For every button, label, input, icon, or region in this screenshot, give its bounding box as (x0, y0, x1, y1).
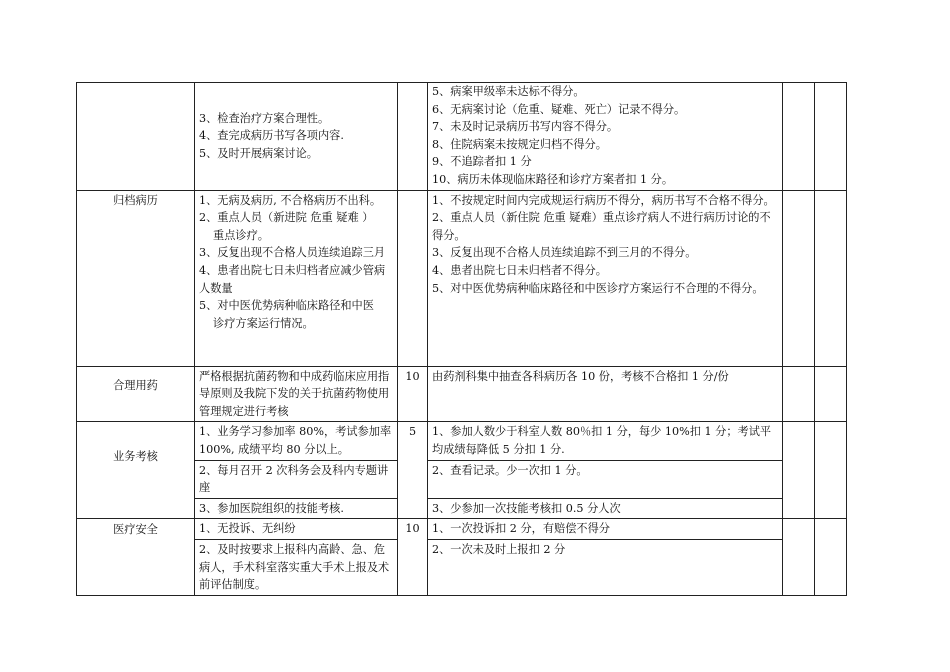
standard-cell (195, 366, 398, 422)
scoring-text: 2、查看记录。少一次扣 1 分。 (432, 463, 588, 477)
scoring-text: 1、参加人数少于科室人数 80％扣 1 分，每少 10%扣 1 分；考试平均成绩每降低 5 分扣 1 分. (432, 425, 772, 456)
scoring-line: 9、不追踪者扣 1 分 (432, 155, 532, 169)
standard-cell (195, 498, 398, 519)
standard-text: 1、业务学习参加率 80%，考试参加率 100%, 成绩平均 80 分以上。 (199, 425, 392, 456)
scoring-line: 10、病历未体现临床路径和诊疗方案者扣 1 分。 (432, 172, 674, 186)
standard-line: 3、反复出现不合格人员连续追踪三月 (199, 246, 386, 260)
assessment-table (76, 82, 847, 596)
standard-line: 5、及时开展病案讨论。 (199, 147, 318, 161)
extra-cell (783, 519, 815, 596)
standard-text: 3、参加医院组织的技能考核. (199, 501, 344, 515)
extra-cell (815, 366, 847, 422)
standard-text: 2、及时按要求上报科内高龄、急、危病人，手术科室落实重大手术上报及术前评估制度。 (199, 542, 390, 592)
scoring-cell (428, 422, 783, 460)
scoring-line: 3、反复出现不合格人员连续追踪不到三月的不得分。 (432, 246, 697, 260)
scoring-line: 7、未及时记录病历书写内容不得分。 (432, 120, 619, 134)
standard-cell (195, 422, 398, 460)
scoring-cell (428, 539, 783, 595)
standard-line: 5、对中医优势病种临床路径和中医 (199, 299, 374, 313)
extra-cell (815, 519, 847, 596)
standard-line: 4、查完成病历书写各项内容. (199, 129, 344, 143)
standard-line: 4、患者出院七日未归档者应减少管病人数量 (199, 263, 386, 295)
standard-text: 严格根据抗菌药物和中成药临床应用指导原则及我院下发的关于抗菌药物使用管理规定进行考核 (199, 369, 390, 418)
scoring-cell (428, 190, 783, 366)
extra-cell (783, 422, 815, 519)
scoring-text: 3、少参加一次技能考核扣 0.5 分人次 (432, 501, 621, 515)
score-cell (398, 190, 428, 366)
extra-cell (783, 83, 815, 191)
scoring-line: 8、住院病案未按规定归档不得分。 (432, 137, 607, 151)
scoring-text: 由药剂科集中抽查各科病历各 10 份，考核不合格扣 1 分/份 (432, 369, 729, 383)
scoring-cell (428, 83, 783, 191)
standard-cell (195, 190, 398, 366)
scoring-text: 2、一次未及时上报扣 2 分 (432, 542, 566, 556)
category-safety: 医疗安全 (77, 519, 195, 596)
table-row-rational-drug (77, 366, 847, 422)
table-row-archiving (77, 190, 847, 366)
extra-cell (815, 190, 847, 366)
extra-cell (815, 422, 847, 519)
standard-line: 2、重点人员（新进院 危重 疑难 ） (199, 211, 374, 225)
score-value: 5 (398, 422, 428, 519)
scoring-cell (428, 498, 783, 519)
table-row-safety (77, 519, 847, 540)
score-value: 10 (398, 519, 428, 596)
scoring-cell (428, 460, 783, 498)
scoring-text: 1、一次投诉扣 2 分，有赔偿不得分 (432, 522, 610, 536)
extra-cell (783, 366, 815, 422)
table-row-medical-record (77, 83, 847, 191)
category-business: 业务考核 (77, 422, 195, 519)
score-cell (398, 83, 428, 191)
scoring-cell (428, 366, 783, 422)
standard-line: 1、无病及病历, 不合格病历不出科。 (199, 193, 382, 207)
standard-text: 2、每月召开 2 次科务会及科内专题讲座 (199, 463, 389, 495)
extra-cell (815, 83, 847, 191)
scoring-line: 5、对中医优势病种临床路径和中医诊疗方案运行不合理的不得分。 (432, 281, 764, 295)
standard-cell (195, 539, 398, 595)
category-rational-drug: 合理用药 (77, 366, 195, 422)
scoring-line: 5、病案甲级率未达标不得分。 (432, 85, 585, 98)
standard-cell (195, 460, 398, 498)
scoring-cell (428, 519, 783, 540)
standard-line: 3、检查治疗方案合理性。 (199, 111, 330, 125)
standard-cell (195, 83, 398, 191)
category-archiving: 归档病历 (77, 190, 195, 366)
category-cell-empty (77, 83, 195, 191)
scoring-line: 4、患者出院七日未归档者不得分。 (432, 263, 607, 277)
standard-line: 诊疗方案运行情况。 (213, 316, 314, 330)
standard-cell (195, 519, 398, 540)
scoring-line: 6、无病案讨论（危重、疑难、死亡）记录不得分。 (432, 102, 686, 116)
extra-cell (783, 190, 815, 366)
score-value: 10 (398, 366, 428, 422)
standard-line: 重点诊疗。 (213, 228, 269, 242)
table-row-business (77, 422, 847, 460)
scoring-line: 1、不按规定时间内完成规运行病历不得分，病历书写不合格不得分。 (432, 193, 775, 207)
scoring-line: 2、重点人员（新住院 危重 疑难）重点诊疗病人不进行病历讨论的不得分。 (432, 211, 771, 242)
standard-text: 1、无投诉、无纠纷 (199, 522, 296, 536)
